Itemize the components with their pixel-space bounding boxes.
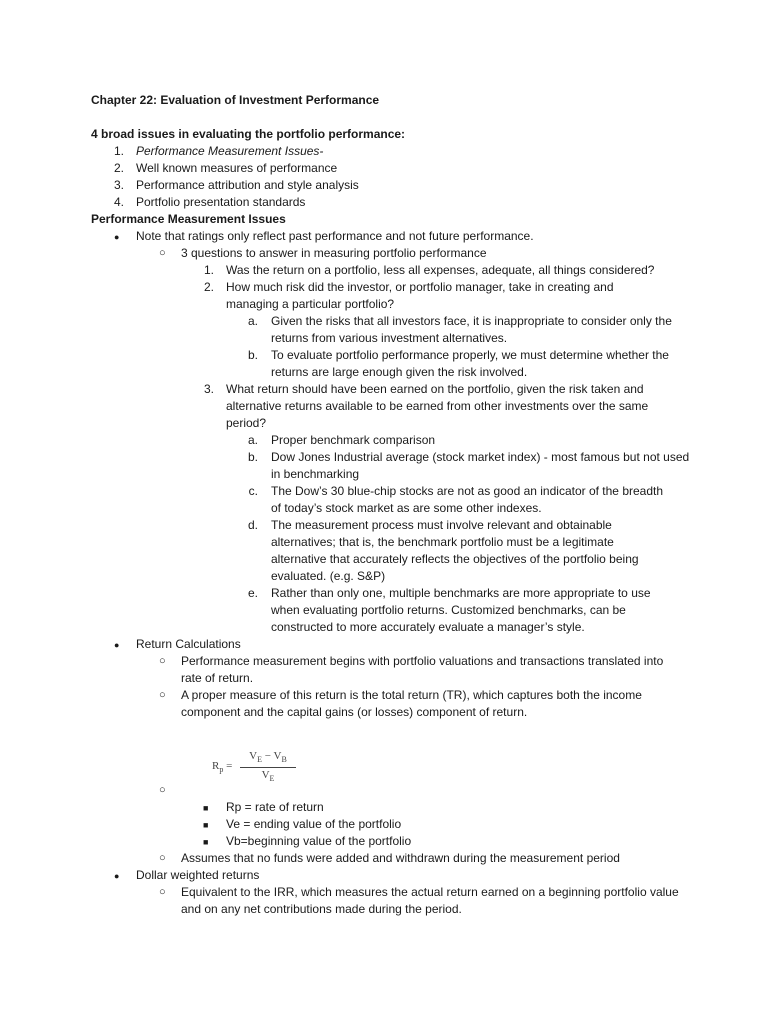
square-bullet-icon: ■ [203, 803, 209, 813]
list-item: The Dow’s 30 blue-chip stocks are not as good an indicator of the breadth of today’s stock market as are some other indexes. [271, 484, 664, 515]
square-bullet-icon: ■ [203, 820, 209, 830]
list-item: Performance measurement begins with portfolio valuations and transactions translated into rate of return. [181, 654, 664, 685]
list-item: Note that ratings only reflect past performance and not future performance. [136, 229, 534, 243]
list-number: 4. [113, 195, 124, 209]
list-number: 1. [113, 144, 124, 158]
list-item: Return Calculations [136, 637, 241, 651]
circle-bullet-icon: ○ [159, 852, 166, 864]
list-item: Dow Jones Industrial average (stock market index) - most famous but not used in benchmarking [271, 450, 690, 481]
bullet-icon: ● [114, 232, 120, 242]
bullet-icon: ● [114, 871, 120, 881]
broad-issues-heading: 4 broad issues in evaluating the portfolio performance: [91, 127, 406, 141]
list-number: 1. [203, 263, 214, 277]
circle-bullet-icon: ○ [159, 689, 166, 701]
list-item: Performance attribution and style analysis [136, 178, 359, 192]
list-letter: a. [247, 433, 258, 447]
list-item: What return should have been earned on the portfolio, given the risk taken and alternative returns available to be earned from other investments over the same period? [226, 382, 649, 430]
list-item: 3 questions to answer in measuring portfolio performance [181, 246, 487, 260]
list-letter: a. [247, 314, 258, 328]
list-item: Given the risks that all investors face, it is inappropriate to consider only the returns from various investment alternatives. [271, 314, 672, 345]
list-item: Rather than only one, multiple benchmarks are more appropriate to use when evaluating portfolio returns. Customized benchmarks, can be constructed to more accurately evaluate a manager’s style. [271, 586, 651, 634]
list-number: 2. [113, 161, 124, 175]
list-item: Was the return on a portfolio, less all expenses, adequate, all things considered? [226, 263, 655, 277]
list-letter: b. [247, 450, 258, 464]
circle-bullet-icon: ○ [159, 784, 166, 796]
list-letter: c. [248, 484, 258, 498]
list-letter: b. [247, 348, 258, 362]
circle-bullet-icon: ○ [159, 886, 166, 898]
list-item: A proper measure of this return is the total return (TR), which captures both the income component and the capital gains (or losses) component of return. [181, 688, 642, 719]
circle-bullet-icon: ○ [159, 655, 166, 667]
list-item: Equivalent to the IRR, which measures the actual return earned on a beginning portfolio value and on any net contributions made during the period. [181, 885, 679, 916]
bullet-icon: ● [114, 640, 120, 650]
list-item: Performance Measurement Issues- [136, 144, 324, 158]
circle-bullet-icon: ○ [159, 247, 166, 259]
list-item: Dollar weighted returns [136, 868, 260, 882]
list-item: The measurement process must involve relevant and obtainable alternatives; that is, the benchmark portfolio must be a legitimate alternative that accurately reflects the objectives of the portfolio being evaluated. (e.g. S&P) [271, 518, 639, 583]
list-number: 2. [203, 280, 214, 294]
list-item: Well known measures of performance [136, 161, 338, 175]
chapter-title: Chapter 22: Evaluation of Investment Performance [91, 93, 380, 107]
list-letter: d. [247, 518, 258, 532]
list-item: Ve = ending value of the portfolio [226, 817, 402, 831]
list-item: How much risk did the investor, or portfolio manager, take in creating and managing a particular portfolio? [226, 280, 614, 311]
list-item: To evaluate portfolio performance properly, we must determine whether the returns are large enough given the risk involved. [271, 348, 669, 379]
list-item: Vb=beginning value of the portfolio [226, 834, 412, 848]
section-heading: Performance Measurement Issues [91, 212, 286, 226]
list-number: 3. [203, 382, 214, 396]
list-number: 3. [113, 178, 124, 192]
square-bullet-icon: ■ [203, 837, 209, 847]
list-letter: e. [247, 586, 258, 600]
list-item: Rp = rate of return [226, 800, 324, 814]
list-item: Portfolio presentation standards [136, 195, 306, 209]
list-item: Assumes that no funds were added and withdrawn during the measurement period [181, 851, 620, 865]
document-page: Chapter 22: Evaluation of Investment Performance 4 broad issues in evaluating the portfolio performance: 1. Performance Measurement Issues- 2. Well known measures of performance 3. Performance attribution and style analysis 4. Portfolio presentation standards Performance Measurement Issues ● Note that ratings only reflect past performance and not future performance. ○ 3 questions to answer in measuring portfolio performance 1. Was the return on a portfolio, less all expenses, adequate, all things considered? 2. How much risk did the investor, or portfolio manager, take in creating and managing a particular portfolio? a. Given the risks that all investors face, it is inappropriate to consider only the returns from various investment alternatives. b. To evaluate portfolio performance properly, we must determine whether the returns are large enough given the risk involved. 3. What return should have been earned on the portfolio, given the risk taken and alternative returns available to be earned from other investments over the same period? a. Proper benchmark comparison b. Dow Jones Industrial average (stock market index) - most famous but not used in benchmarking c. The Dow’s 30 blue-chip stocks are not as good an indicator of the breadth of today’s stock market as are some other indexes. d. The measurement process must involve relevant and obtainable alternatives; that is, the benchmark portfolio must be a legitimate alternative that accurately reflects the objectives of the portfolio being evaluated. (e.g. S&P) e. Rather than only one, multiple benchmarks are more appropriate to use when evaluating portfolio returns. Customized benchmarks, can be constructed to more accurately evaluate a manager’s style. ● Return Calculations ○ Performance measurement begins with portfolio valuations and transactions translated into rate of return. ○ A proper measure of this return is the total return (TR), which captures both the income component and the capital gains (or losses) component of return. $R_p$ = $V_E - V_B$ $V_E$ ○ ■ Rp = rate of return ■ Ve = ending value of the portfolio ■ Vb=beginning value of the portfolio ○ Assumes that no funds were added and withdrawn during the measurement period ● Dollar weighted returns ○ Equivalent to the IRR, which measures the actual return earned on a beginning portfolio value and on any net contributions made during the period. [91, 93, 690, 916]
list-item: Proper benchmark comparison [271, 433, 436, 447]
